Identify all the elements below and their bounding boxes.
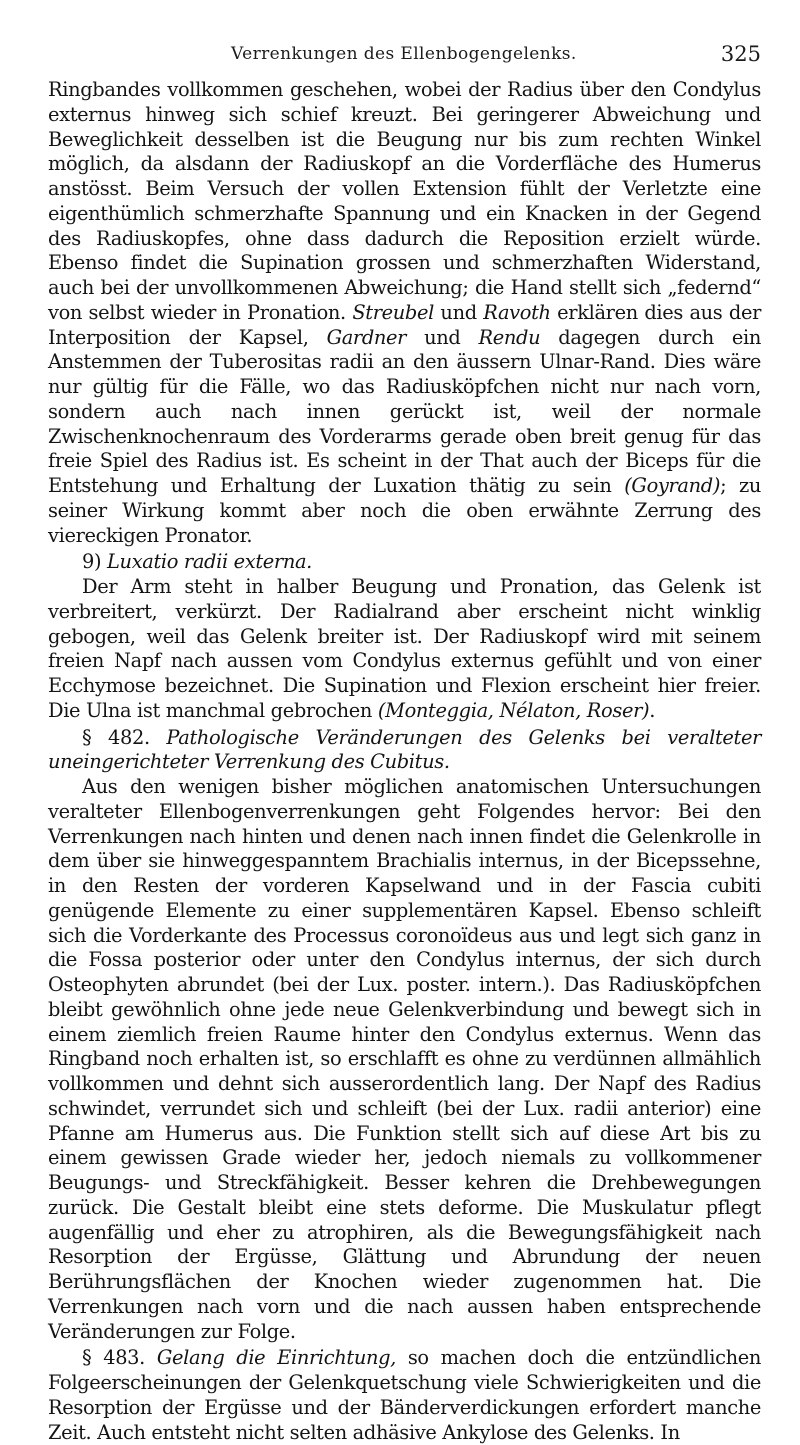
section-title: Gelang die Einrichtung, xyxy=(156,1346,396,1370)
text-run: . xyxy=(649,698,656,722)
text-run: so machen doch die entzündlichen Folgeerscheinungen der Gelenkquetschung viele Schwierigkeiten und die Resorption der Ergüsse und der Bänderverdickungen erfordert manche Zeit. Auch entsteht nicht selten adhäsive Ankylose des Gelenks. In xyxy=(48,1346,761,1444)
text-run: und xyxy=(406,325,479,349)
text-run: Ringbandes vollkommen geschehen, wobei der Radius über den Condylus externus hinweg sich schief kreuzt. Bei geringerer Abweichung und Beweglichkeit desselben ist die Beugung nur bis zum rechten Winkel möglich, da alsdann der Radiuskopf an die Vorderfläche des Humerus anstösst. Beim Versuch der vollen Extension fühlt der Verletzte eine eigenthümlich schmerzhafte Spannung und ein Knacken in der Gegend des Radiuskopfes, ohne dass dadurch die Reposition erzielt würde. Ebenso findet die Supination grossen und schmerzhaften Widerstand, auch bei der unvollkommenen Abweichung; die Hand stellt sich „federnd“ von selbst wieder in Pronation. xyxy=(48,78,761,324)
section-heading-luxatio-radii-externa xyxy=(48,550,761,575)
text-run: und xyxy=(433,300,484,324)
author-name: Streubel xyxy=(352,300,434,324)
section-title: Pathologische Veränderungen des Gelenks bei veralteter uneingerichteter Verrenkung des Cubitus. xyxy=(48,725,761,774)
running-head xyxy=(48,34,761,78)
author-name: (Goyrand) xyxy=(624,474,721,497)
text-run: Der Arm steht in halber Beugung und Pronation, das Gelenk ist verbreitert, verkürzt. Der Radialrand aber erscheint nicht winklig gebogen, weil das Gelenk breiter ist. Der Radiuskopf wird mit seinem freien Napf nach aussen vom Condylus externus gefühlt und von einer Ecchymose bezeichnet. Die Supination und Flexion erscheint hier freier. Die Ulna ist manchmal gebrochen xyxy=(48,575,761,722)
author-names: (Monteggia, Nélaton, Roser) xyxy=(377,698,650,722)
heading-title: Luxatio radii externa. xyxy=(107,550,312,574)
section-number: § 483. xyxy=(82,1346,157,1370)
paragraph-pathology xyxy=(48,775,761,1344)
section-heading-482 xyxy=(48,726,761,776)
text-run: erklären dies aus der Interposition der Kapsel, xyxy=(48,300,761,349)
text-run: dagegen durch ein Anstemmen der Tuberositas radii an den äussern Ulnar-Rand. Dies wäre nur gültig für die Fälle, wo das Radiusköpfchen nicht nur nach vorn, sondern auch nach innen gerückt ist, weil der normale Zwischenknochenraum des Vorderarms gerade oben breit genug für das freie Spiel des Radius ist. Es scheint in der That auch der Biceps für die Entstehung und Erhaltung der Luxation thätig zu sein xyxy=(48,325,761,497)
author-name: Rendu xyxy=(478,325,541,349)
text-run: ; zu seiner Wirkung kommt aber noch die oben erwähnte Zerrung des viereckigen Pronator. xyxy=(48,474,761,547)
heading-number: 9) xyxy=(82,550,108,574)
author-name: Gardner xyxy=(326,325,407,349)
section-number: § 482. xyxy=(82,725,167,749)
body-text xyxy=(48,78,761,1445)
page-number: 325 xyxy=(720,42,761,66)
running-title: Verrenkungen des Ellenbogengelenks. xyxy=(231,44,577,64)
paragraph-radius-luxation-continued xyxy=(48,78,761,548)
text-run: Aus den wenigen bisher möglichen anatomischen Untersuchungen veralteter Ellenbogenverrenkungen geht Folgendes hervor: Bei den Verrenkungen nach hinten und denen nach innen findet die Gelenkrolle in dem über sie hinweggespanntem Brachialis internus, in der Bicepssehne, in den Resten der vorderen Kapselwand und in der Fascia cubiti genügende Elemente zu einer supplementären Kapsel. Ebenso schleift sich die Vorderkante des Processus coronoïdeus aus und legt sich ganz in die Fossa posterior oder unter den Condylus internus, der sich durch Osteophyten abrundet (bei der Lux. poster. intern.). Das Radiusköpfchen bleibt gewöhnlich ohne jede neue Gelenkverbindung und bewegt sich in einem ziemlich freien Raume hinter den Condylus externus. Wenn das Ringband noch erhalten ist, so erschlafft es ohne zu verdünnen allmählich vollkommen und dehnt sich ausserordentlich lang. Der Napf des Radius schwindet, verrundet sich und schleift (bei der Lux. radii anterior) eine Pfanne am Humerus aus. Die Funktion stellt sich auf diese Art bis zu einem gewissen Grade wieder her, jedoch niemals zu vollkommener Beugungs- und Streckfähigkeit. Besser kehren die Drehbewegungen zurück. Die Gestalt bleibt eine stets deforme. Die Muskulatur pflegt augenfällig und eher zu atrophiren, als die Bewegungsfähigkeit nach Resorption der Ergüsse, Glättung und Abrundung der neuen Berührungsflächen der Knochen wieder zugenommen hat. Die Verrenkungen nach vorn und die nach aussen haben entsprechende Veränderungen zur Folge. xyxy=(48,775,761,1343)
paragraph-483 xyxy=(48,1346,761,1445)
author-name: Ravoth xyxy=(483,300,551,324)
paragraph-luxatio-externa xyxy=(48,575,761,724)
book-page xyxy=(48,34,761,1445)
